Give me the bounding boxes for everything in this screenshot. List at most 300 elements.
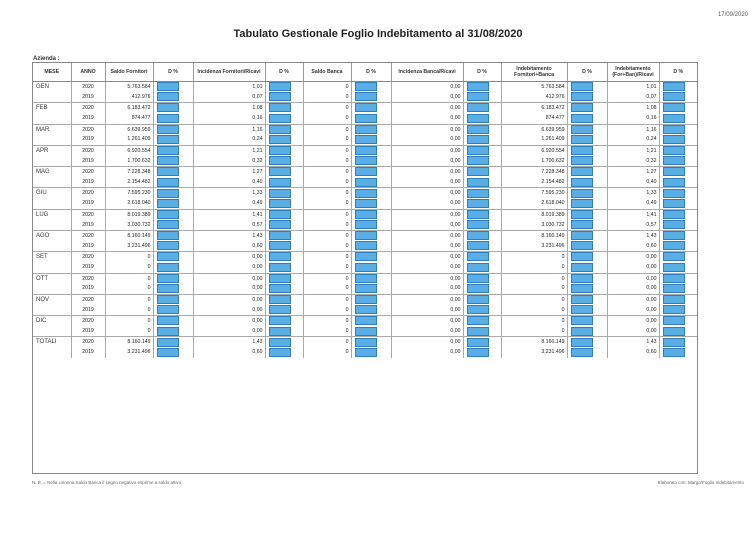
indebitamento-fb-cell: 8.019.389 xyxy=(501,209,567,220)
delta-cell xyxy=(153,294,193,305)
col-header-indebitamento-fb: Indebitamento Fornitori+Banca xyxy=(501,63,567,82)
delta-cell xyxy=(351,167,391,178)
delta-percent-box xyxy=(269,82,291,91)
delta-percent-box xyxy=(663,220,685,229)
indebitamento-fb-cell: 7.595.230 xyxy=(501,188,567,199)
delta-cell xyxy=(659,178,697,188)
month-cell xyxy=(33,178,71,188)
delta-percent-box xyxy=(157,348,179,357)
delta-percent-box xyxy=(467,220,489,229)
delta-cell xyxy=(153,220,193,230)
col-header-delta-4: D % xyxy=(463,63,501,82)
delta-cell xyxy=(567,178,607,188)
delta-cell xyxy=(351,263,391,273)
delta-cell xyxy=(153,348,193,358)
delta-percent-box xyxy=(157,327,179,336)
indebitamento-ricavi-cell: 0,00 xyxy=(607,284,659,294)
delta-cell xyxy=(659,124,697,135)
delta-cell xyxy=(265,305,303,315)
delta-percent-box xyxy=(269,241,291,250)
incidenza-banca-cell: 0,00 xyxy=(391,337,463,348)
delta-cell xyxy=(659,114,697,124)
delta-cell xyxy=(351,284,391,294)
delta-cell xyxy=(659,263,697,273)
incidenza-banca-cell: 0,00 xyxy=(391,188,463,199)
incidenza-banca-cell: 0,00 xyxy=(391,103,463,114)
delta-percent-box xyxy=(467,125,489,134)
delta-percent-box xyxy=(467,252,489,261)
indebitamento-fb-cell: 3.231.496 xyxy=(501,241,567,251)
year-cell: 2020 xyxy=(71,294,105,305)
incidenza-banca-cell: 0,00 xyxy=(391,209,463,220)
indebitamento-ricavi-cell: 0,07 xyxy=(607,92,659,102)
indebitamento-ricavi-cell: 0,24 xyxy=(607,135,659,145)
saldo-banca-cell: 0 xyxy=(303,135,351,145)
delta-cell xyxy=(351,305,391,315)
col-header-indebitamento-ricavi: Indebitamento (For+Ban)/Ricavi xyxy=(607,63,659,82)
delta-cell xyxy=(351,252,391,263)
footnote: N. B. = Nella colonna Saldo Banca il segno negativo esprime a saldo attivo. xyxy=(32,480,183,485)
delta-cell xyxy=(351,294,391,305)
delta-cell xyxy=(265,82,303,93)
delta-percent-box xyxy=(571,125,593,134)
incidenza-banca-cell: 0,00 xyxy=(391,348,463,358)
delta-percent-box xyxy=(157,231,179,240)
delta-cell xyxy=(153,316,193,327)
delta-cell xyxy=(567,252,607,263)
saldo-banca-cell: 0 xyxy=(303,263,351,273)
delta-cell xyxy=(659,92,697,102)
delta-cell xyxy=(567,348,607,358)
saldo-banca-cell: 0 xyxy=(303,199,351,209)
month-cell: MAR xyxy=(33,124,71,135)
delta-percent-box xyxy=(269,178,291,187)
delta-percent-box xyxy=(355,327,377,336)
delta-cell xyxy=(659,273,697,284)
delta-percent-box xyxy=(663,231,685,240)
delta-percent-box xyxy=(663,263,685,272)
month-cell xyxy=(33,92,71,102)
delta-cell xyxy=(265,114,303,124)
incidenza-fornitori-cell: 0,00 xyxy=(193,305,265,315)
month-cell xyxy=(33,348,71,358)
delta-percent-box xyxy=(467,241,489,250)
delta-percent-box xyxy=(157,82,179,91)
delta-cell xyxy=(153,103,193,114)
month-cell xyxy=(33,327,71,337)
incidenza-fornitori-cell: 0,32 xyxy=(193,156,265,166)
saldo-fornitori-cell: 0 xyxy=(105,305,153,315)
incidenza-fornitori-cell: 1,21 xyxy=(193,145,265,156)
delta-percent-box xyxy=(467,167,489,176)
incidenza-banca-cell: 0,00 xyxy=(391,135,463,145)
delta-cell xyxy=(463,92,501,102)
delta-cell xyxy=(153,337,193,348)
delta-cell xyxy=(463,220,501,230)
delta-percent-box xyxy=(355,305,377,314)
incidenza-banca-cell: 0,00 xyxy=(391,316,463,327)
delta-percent-box xyxy=(663,338,685,347)
saldo-fornitori-cell: 0 xyxy=(105,294,153,305)
delta-cell xyxy=(265,252,303,263)
delta-cell xyxy=(463,209,501,220)
month-cell: NOV xyxy=(33,294,71,305)
table-row xyxy=(33,199,697,209)
delta-percent-box xyxy=(663,316,685,325)
delta-cell xyxy=(567,273,607,284)
incidenza-fornitori-cell: 0,57 xyxy=(193,220,265,230)
saldo-banca-cell: 0 xyxy=(303,348,351,358)
saldo-fornitori-cell: 3.030.732 xyxy=(105,220,153,230)
table-row xyxy=(33,348,697,358)
delta-percent-box xyxy=(663,178,685,187)
delta-cell xyxy=(659,220,697,230)
delta-cell xyxy=(351,220,391,230)
indebitamento-fb-cell: 0 xyxy=(501,316,567,327)
indebitamento-fb-cell: 1.261.409 xyxy=(501,135,567,145)
saldo-banca-cell: 0 xyxy=(303,305,351,315)
incidenza-banca-cell: 0,00 xyxy=(391,263,463,273)
incidenza-fornitori-cell: 0,49 xyxy=(193,199,265,209)
table-row xyxy=(33,263,697,273)
delta-percent-box xyxy=(571,210,593,219)
delta-cell xyxy=(265,145,303,156)
delta-cell xyxy=(153,284,193,294)
incidenza-fornitori-cell: 0,00 xyxy=(193,294,265,305)
delta-percent-box xyxy=(157,263,179,272)
indebitamento-fb-cell: 3.030.732 xyxy=(501,220,567,230)
indebitamento-ricavi-cell: 0,00 xyxy=(607,294,659,305)
saldo-banca-cell: 0 xyxy=(303,294,351,305)
delta-percent-box xyxy=(571,316,593,325)
delta-cell xyxy=(265,103,303,114)
saldo-fornitori-cell: 0 xyxy=(105,327,153,337)
delta-percent-box xyxy=(157,189,179,198)
delta-percent-box xyxy=(157,146,179,155)
month-cell xyxy=(33,263,71,273)
delta-cell xyxy=(659,252,697,263)
indebitamento-ricavi-cell: 1,41 xyxy=(607,209,659,220)
year-cell: 2020 xyxy=(71,337,105,348)
delta-cell xyxy=(463,241,501,251)
incidenza-fornitori-cell: 0,00 xyxy=(193,263,265,273)
indebitamento-fb-cell: 8.160.149 xyxy=(501,230,567,241)
incidenza-banca-cell: 0,00 xyxy=(391,114,463,124)
delta-percent-box xyxy=(269,210,291,219)
table-row xyxy=(33,209,697,220)
saldo-banca-cell: 0 xyxy=(303,145,351,156)
incidenza-banca-cell: 0,00 xyxy=(391,273,463,284)
delta-percent-box xyxy=(571,295,593,304)
delta-percent-box xyxy=(663,210,685,219)
saldo-fornitori-cell: 8.160.149 xyxy=(105,337,153,348)
delta-cell xyxy=(659,167,697,178)
table-header-row xyxy=(33,63,697,82)
indebitamento-ricavi-cell: 0,60 xyxy=(607,348,659,358)
delta-percent-box xyxy=(663,305,685,314)
delta-cell xyxy=(659,316,697,327)
delta-cell xyxy=(567,284,607,294)
delta-percent-box xyxy=(571,338,593,347)
table-row xyxy=(33,252,697,263)
col-header-delta-5: D % xyxy=(567,63,607,82)
delta-percent-box xyxy=(571,92,593,101)
table-row xyxy=(33,92,697,102)
delta-cell xyxy=(659,199,697,209)
indebitamento-fb-cell: 6.920.554 xyxy=(501,145,567,156)
saldo-banca-cell: 0 xyxy=(303,284,351,294)
delta-percent-box xyxy=(571,199,593,208)
incidenza-banca-cell: 0,00 xyxy=(391,124,463,135)
delta-percent-box xyxy=(269,316,291,325)
indebitamento-ricavi-cell: 1,33 xyxy=(607,188,659,199)
delta-percent-box xyxy=(467,327,489,336)
saldo-banca-cell: 0 xyxy=(303,220,351,230)
incidenza-fornitori-cell: 1,08 xyxy=(193,103,265,114)
incidenza-fornitori-cell: 0,16 xyxy=(193,114,265,124)
table-row xyxy=(33,114,697,124)
delta-cell xyxy=(153,209,193,220)
delta-percent-box xyxy=(355,263,377,272)
delta-cell xyxy=(463,252,501,263)
saldo-banca-cell: 0 xyxy=(303,316,351,327)
delta-cell xyxy=(463,230,501,241)
year-cell: 2019 xyxy=(71,241,105,251)
col-header-incidenza-banca: Incidenza Banca/Ricavi xyxy=(391,63,463,82)
incidenza-fornitori-cell: 1,41 xyxy=(193,209,265,220)
year-cell: 2019 xyxy=(71,263,105,273)
delta-cell xyxy=(659,82,697,93)
delta-percent-box xyxy=(663,274,685,283)
delta-cell xyxy=(153,124,193,135)
delta-percent-box xyxy=(355,92,377,101)
table-row xyxy=(33,230,697,241)
delta-cell xyxy=(659,188,697,199)
delta-percent-box xyxy=(269,114,291,123)
delta-cell xyxy=(659,103,697,114)
delta-cell xyxy=(351,145,391,156)
saldo-fornitori-cell: 8.019.389 xyxy=(105,209,153,220)
table-row xyxy=(33,135,697,145)
incidenza-fornitori-cell: 0,60 xyxy=(193,241,265,251)
indebitamento-table-frame xyxy=(32,62,698,474)
delta-percent-box xyxy=(355,316,377,325)
delta-percent-box xyxy=(571,348,593,357)
delta-percent-box xyxy=(467,199,489,208)
indebitamento-fb-cell: 8.160.149 xyxy=(501,337,567,348)
saldo-fornitori-cell: 7.595.230 xyxy=(105,188,153,199)
delta-cell xyxy=(567,209,607,220)
delta-cell xyxy=(153,241,193,251)
delta-percent-box xyxy=(269,189,291,198)
incidenza-fornitori-cell: 1,27 xyxy=(193,167,265,178)
col-header-delta-2: D % xyxy=(265,63,303,82)
incidenza-fornitori-cell: 0,60 xyxy=(193,348,265,358)
saldo-banca-cell: 0 xyxy=(303,273,351,284)
delta-cell xyxy=(265,220,303,230)
delta-cell xyxy=(659,294,697,305)
delta-percent-box xyxy=(663,348,685,357)
delta-percent-box xyxy=(269,92,291,101)
delta-percent-box xyxy=(467,189,489,198)
col-header-mese: MESE xyxy=(33,63,71,82)
saldo-banca-cell: 0 xyxy=(303,103,351,114)
delta-percent-box xyxy=(663,92,685,101)
table-row xyxy=(33,82,697,93)
delta-percent-box xyxy=(355,231,377,240)
delta-cell xyxy=(265,348,303,358)
delta-cell xyxy=(463,273,501,284)
delta-cell xyxy=(567,199,607,209)
year-cell: 2019 xyxy=(71,114,105,124)
delta-cell xyxy=(463,316,501,327)
delta-cell xyxy=(659,156,697,166)
month-cell xyxy=(33,114,71,124)
indebitamento-fb-cell: 1.700.632 xyxy=(501,156,567,166)
delta-percent-box xyxy=(269,103,291,112)
delta-percent-box xyxy=(467,103,489,112)
indebitamento-fb-cell: 7.228.348 xyxy=(501,167,567,178)
delta-percent-box xyxy=(355,295,377,304)
delta-cell xyxy=(567,135,607,145)
table-row xyxy=(33,124,697,135)
delta-cell xyxy=(265,241,303,251)
delta-cell xyxy=(659,209,697,220)
delta-cell xyxy=(153,145,193,156)
incidenza-fornitori-cell: 0,00 xyxy=(193,327,265,337)
delta-percent-box xyxy=(355,284,377,293)
indebitamento-ricavi-cell: 1,27 xyxy=(607,167,659,178)
delta-percent-box xyxy=(269,125,291,134)
delta-percent-box xyxy=(355,156,377,165)
delta-percent-box xyxy=(355,199,377,208)
saldo-fornitori-cell: 6.920.554 xyxy=(105,145,153,156)
indebitamento-ricavi-cell: 1,21 xyxy=(607,145,659,156)
delta-cell xyxy=(567,156,607,166)
delta-cell xyxy=(351,327,391,337)
delta-cell xyxy=(265,92,303,102)
delta-percent-box xyxy=(571,274,593,283)
delta-percent-box xyxy=(571,167,593,176)
table-row xyxy=(33,145,697,156)
delta-percent-box xyxy=(355,241,377,250)
delta-percent-box xyxy=(467,316,489,325)
delta-percent-box xyxy=(467,274,489,283)
saldo-fornitori-cell: 6.183.472 xyxy=(105,103,153,114)
delta-cell xyxy=(567,82,607,93)
incidenza-banca-cell: 0,00 xyxy=(391,178,463,188)
delta-percent-box xyxy=(467,82,489,91)
delta-percent-box xyxy=(269,146,291,155)
delta-cell xyxy=(567,145,607,156)
delta-percent-box xyxy=(355,103,377,112)
col-header-saldo-banca: Saldo Banca xyxy=(303,63,351,82)
saldo-banca-cell: 0 xyxy=(303,241,351,251)
indebitamento-ricavi-cell: 0,00 xyxy=(607,273,659,284)
saldo-fornitori-cell: 3.231.496 xyxy=(105,348,153,358)
delta-percent-box xyxy=(571,252,593,261)
delta-percent-box xyxy=(157,125,179,134)
delta-percent-box xyxy=(157,210,179,219)
incidenza-banca-cell: 0,00 xyxy=(391,294,463,305)
delta-cell xyxy=(153,327,193,337)
delta-percent-box xyxy=(157,241,179,250)
delta-cell xyxy=(153,305,193,315)
incidenza-fornitori-cell: 0,07 xyxy=(193,92,265,102)
indebitamento-fb-cell: 0 xyxy=(501,327,567,337)
delta-cell xyxy=(567,188,607,199)
delta-cell xyxy=(351,241,391,251)
delta-percent-box xyxy=(571,327,593,336)
delta-cell xyxy=(659,145,697,156)
delta-percent-box xyxy=(467,114,489,123)
delta-percent-box xyxy=(467,305,489,314)
month-cell: TOTALI xyxy=(33,337,71,348)
year-cell: 2019 xyxy=(71,348,105,358)
incidenza-banca-cell: 0,00 xyxy=(391,230,463,241)
saldo-fornitori-cell: 3.231.496 xyxy=(105,241,153,251)
delta-percent-box xyxy=(467,348,489,357)
saldo-banca-cell: 0 xyxy=(303,252,351,263)
delta-percent-box xyxy=(663,167,685,176)
delta-percent-box xyxy=(663,189,685,198)
delta-percent-box xyxy=(269,220,291,229)
footer-credit: Elaborato con: Margo/Foglio Indebitamento xyxy=(657,480,744,485)
delta-percent-box xyxy=(157,284,179,293)
delta-cell xyxy=(351,230,391,241)
indebitamento-ricavi-cell: 0,00 xyxy=(607,305,659,315)
indebitamento-ricavi-cell: 0,49 xyxy=(607,199,659,209)
indebitamento-ricavi-cell: 1,43 xyxy=(607,230,659,241)
delta-cell xyxy=(659,337,697,348)
delta-percent-box xyxy=(269,167,291,176)
indebitamento-fb-cell: 2.154.482 xyxy=(501,178,567,188)
indebitamento-ricavi-cell: 0,60 xyxy=(607,241,659,251)
year-cell: 2019 xyxy=(71,156,105,166)
delta-cell xyxy=(351,156,391,166)
delta-cell xyxy=(351,124,391,135)
delta-cell xyxy=(463,103,501,114)
month-cell xyxy=(33,199,71,209)
delta-cell xyxy=(265,316,303,327)
month-cell: AGO xyxy=(33,230,71,241)
delta-cell xyxy=(351,348,391,358)
delta-percent-box xyxy=(355,189,377,198)
delta-percent-box xyxy=(157,135,179,144)
delta-cell xyxy=(351,82,391,93)
month-cell xyxy=(33,241,71,251)
delta-percent-box xyxy=(157,305,179,314)
delta-cell xyxy=(463,82,501,93)
month-cell xyxy=(33,156,71,166)
delta-percent-box xyxy=(571,263,593,272)
col-header-saldo-fornitori: Saldo Fornitori xyxy=(105,63,153,82)
indebitamento-fb-cell: 0 xyxy=(501,263,567,273)
delta-percent-box xyxy=(355,338,377,347)
saldo-banca-cell: 0 xyxy=(303,124,351,135)
indebitamento-fb-cell: 0 xyxy=(501,294,567,305)
delta-percent-box xyxy=(355,252,377,261)
table-row xyxy=(33,167,697,178)
saldo-banca-cell: 0 xyxy=(303,178,351,188)
delta-cell xyxy=(351,209,391,220)
delta-cell xyxy=(567,327,607,337)
year-cell: 2020 xyxy=(71,316,105,327)
indebitamento-ricavi-cell: 0,40 xyxy=(607,178,659,188)
delta-percent-box xyxy=(571,82,593,91)
saldo-banca-cell: 0 xyxy=(303,188,351,199)
delta-percent-box xyxy=(571,146,593,155)
